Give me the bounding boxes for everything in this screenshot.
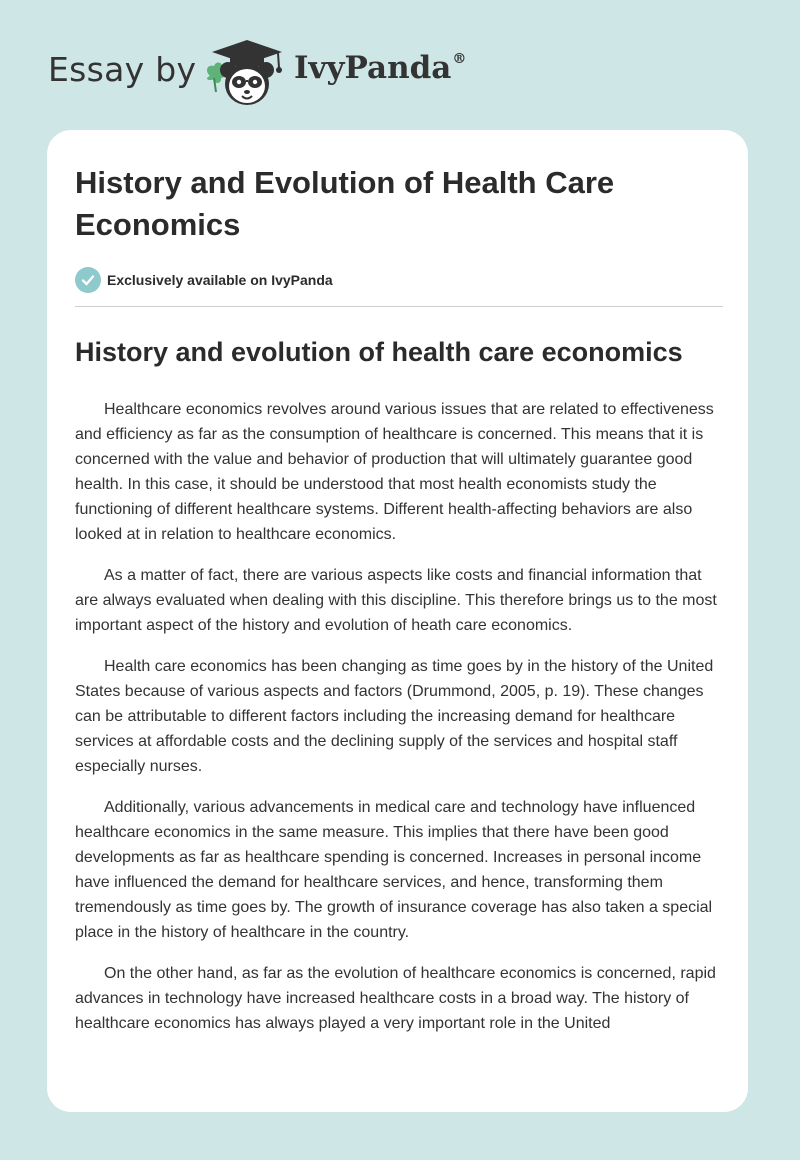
- registered-mark: ®: [452, 50, 467, 67]
- brand-prefix: Essay by: [48, 50, 197, 89]
- divider: [75, 306, 723, 307]
- paragraph: As a matter of fact, there are various aspects like costs and financial information that are always evaluated when dealing with this discipline. This therefore brings us to the most important aspect of the history and evolution of heath care economics.: [75, 567, 717, 634]
- paragraph: Healthcare economics revolves around various issues that are related to effectiveness and efficiency as far as the consumption of healthcare is concerned. This means that it is concerned with the value and behavior of production that will ultimately guarantee good health. In this case, it should be understood that most health economists study the functioning of different healthcare systems. Different health-affecting behaviors are also looked at in relation to healthcare economics.: [75, 401, 714, 543]
- essay-body: [75, 397, 723, 1036]
- section-heading: History and evolution of health care economics: [75, 337, 683, 367]
- brand-name: IvyPanda®: [294, 50, 467, 86]
- paragraph: Additionally, various advancements in medical care and technology have influenced healthcare economics in the same measure. This implies that there have been good developments as far as healthcare spending is concerned. Increases in personal income have influenced the demand for healthcare services, and hence, transforming them tremendously as time goes by. The growth of insurance coverage has also taken a special place in the history of healthcare in the country.: [75, 799, 713, 941]
- essay-card: [47, 130, 748, 1112]
- paragraph: Health care economics has been changing as time goes by in the history of the United States because of various aspects and factors (Drummond, 2005, p. 19). These changes can be attributable to different factors including the increasing demand for healthcare services at affordable costs and the declining supply of the services and hospital staff especially nurses.: [75, 658, 714, 775]
- exclusive-badge: [75, 266, 723, 294]
- page-title: History and Evolution of Health Care Economics: [75, 165, 615, 242]
- check-icon: [75, 267, 101, 293]
- exclusive-label: Exclusively available on IvyPanda: [107, 272, 333, 288]
- paragraph: On the other hand, as far as the evolution of healthcare economics is concerned, rapid advances in technology have increased healthcare costs in a broad way. The history of healthcare economics has always played a very important role in the United: [75, 965, 716, 1032]
- brand-header[interactable]: [48, 36, 518, 110]
- panda-logo-icon: [202, 36, 292, 110]
